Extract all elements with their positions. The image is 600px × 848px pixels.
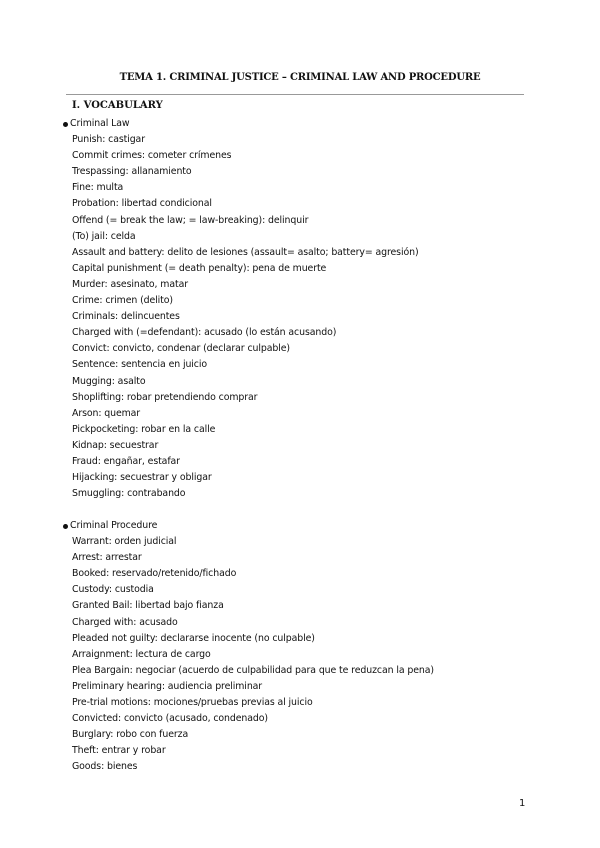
vocabulary-item: Smuggling: contrabando [72, 488, 186, 500]
vocabulary-item: Arson: quemar [72, 407, 141, 419]
vocabulary-item: Murder: asesinato, matar [72, 278, 188, 290]
vocabulary-item: Preliminary hearing: audiencia preliminar [72, 680, 263, 692]
criminal-procedure-section [62, 518, 434, 776]
bullet-icon [63, 524, 68, 529]
page-number: 1 [519, 798, 526, 809]
vocabulary-item: Convict: convicto, condenar (declarar culpable) [72, 343, 290, 355]
vocabulary-item: Charged with: acusado [72, 616, 178, 628]
criminal-procedure-title-text: Criminal Procedure [70, 520, 158, 531]
vocabulary-item: Hijacking: secuestrar y obligar [72, 472, 212, 484]
vocabulary-item: Pre-trial motions: mociones/pruebas previas al juicio [72, 697, 313, 709]
vocabulary-item: Booked: reservado/retenido/fichado [72, 568, 237, 580]
document-title: TEMA 1. CRIMINAL JUSTICE – CRIMINAL LAW AND PROCEDURE [119, 72, 481, 83]
vocabulary-item: Fraud: engañar, estafar [72, 455, 180, 467]
section-heading: I. VOCABULARY [72, 100, 163, 111]
vocabulary-item: Criminals: delincuentes [72, 311, 180, 323]
vocabulary-item: Capital punishment (= death penalty): pena de muerte [72, 262, 327, 274]
vocabulary-item: Assault and battery: delito de lesiones (assault= asalto; battery= agresión) [72, 246, 419, 258]
vocabulary-item: Warrant: orden judicial [72, 536, 177, 548]
vocabulary-item: Arrest: arrestar [72, 552, 142, 564]
criminal-law-section [62, 116, 419, 502]
vocabulary-item: Crime: crimen (delito) [72, 295, 173, 307]
vocabulary-item: Offend (= break the law; = law-breaking): delinquir [72, 214, 309, 226]
vocabulary-item: Commit crimes: cometer crímenes [72, 150, 232, 162]
vocabulary-item: Kidnap: secuestrar [72, 439, 159, 451]
vocabulary-item: Probation: libertad condicional [72, 198, 212, 210]
vocabulary-item: Plea Bargain: negociar (acuerdo de culpabilidad para que te reduzcan la pena) [72, 664, 434, 676]
criminal-procedure-list [62, 534, 434, 775]
vocabulary-item: Trespassing: allanamiento [72, 166, 192, 178]
criminal-law-list [62, 132, 419, 502]
vocabulary-item: Arraignment: lectura de cargo [72, 648, 211, 660]
vocabulary-item: Fine: multa [72, 182, 124, 194]
vocabulary-item: Custody: custodia [72, 584, 154, 596]
bullet-icon [63, 122, 68, 127]
title-divider [66, 94, 524, 95]
vocabulary-item: Burglary: robo con fuerza [72, 729, 189, 741]
vocabulary-item: Goods: bienes [72, 761, 138, 773]
vocabulary-item: Granted Bail: libertad bajo fianza [72, 600, 224, 612]
vocabulary-item: Pleaded not guilty: declararse inocente (no culpable) [72, 632, 315, 644]
criminal-law-title-text: Criminal Law [70, 118, 130, 129]
vocabulary-item: Convicted: convicto (acusado, condenado) [72, 713, 268, 725]
vocabulary-item: Punish: castigar [72, 134, 145, 146]
vocabulary-item: Charged with (=defendant): acusado (lo están acusando) [72, 327, 337, 339]
vocabulary-item: Shoplifting: robar pretendiendo comprar [72, 391, 258, 403]
vocabulary-item: (To) jail: celda [72, 230, 136, 242]
vocabulary-item: Mugging: asalto [72, 375, 146, 387]
vocabulary-item: Sentence: sentencia en juicio [72, 359, 208, 371]
criminal-procedure-title [62, 518, 434, 534]
vocabulary-item: Theft: entrar y robar [72, 745, 166, 757]
vocabulary-item: Pickpocketing: robar en la calle [72, 423, 216, 435]
criminal-law-title [62, 116, 419, 132]
